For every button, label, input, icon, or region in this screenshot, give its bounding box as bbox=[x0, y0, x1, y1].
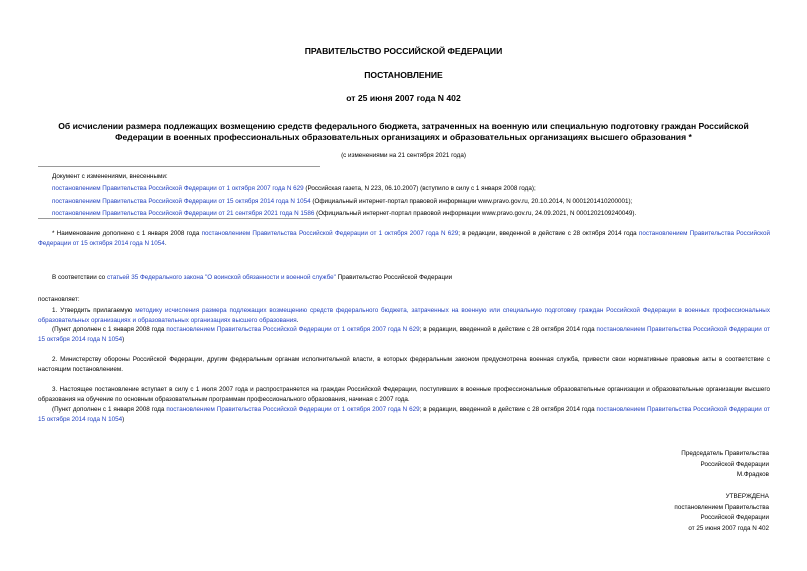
footnote bbox=[38, 229, 770, 248]
footnote-prefix: * Наименование дополнено с 1 января 2008 года bbox=[52, 230, 202, 237]
item-2: 2. Министерству обороны Российской Федерации, другим федеральным органам исполнительной власти, в которых федеральным законом предусмотрена военная служба, привести свои нормативные правовые акты в соответствие с настоящим постановлением. bbox=[38, 356, 770, 373]
preamble-law-link[interactable]: статьей 35 Федерального закона "О воинской обязанности и военной службе" bbox=[106, 274, 336, 281]
note-1-suffix: ) bbox=[122, 335, 125, 343]
footnote-link-1[interactable]: постановлением Правительства Российской Федерации от 1 октября 2007 года N 629 bbox=[201, 230, 459, 237]
note-3-link-2[interactable]: постановлением Правительства Российской Федерации от 15 октября 2014 года N 1054 bbox=[38, 406, 770, 423]
approval-line-2: постановлением Правительства bbox=[674, 503, 769, 511]
item-3: 3. Настоящее постановление вступает в силу с 1 июля 2007 года и распространяется на граждан Российской Федерации, поступивших в военные профессиональные образовательные организации и образовательные организации высшего образования на обучение по основным образовательным программам профессионального образования, начиная с 2007 года. bbox=[38, 386, 770, 403]
note-1-prefix: (Пункт дополнен с 1 января 2008 года bbox=[52, 326, 167, 333]
preamble bbox=[38, 273, 770, 283]
approval-line-3: Российской Федерации bbox=[700, 514, 769, 521]
note-1-link-1[interactable]: постановлением Правительства Российской Федерации от 1 октября 2007 года N 629 bbox=[166, 326, 420, 333]
item-1-prefix: 1. Утвердить прилагаемую bbox=[52, 307, 136, 314]
note-1-middle: ; в редакции, введенной в действие с 28 октября 2014 года bbox=[419, 326, 597, 333]
signature-block bbox=[681, 449, 769, 481]
item-1-note bbox=[38, 325, 770, 344]
amendment-link-1[interactable]: постановлением Правительства Российской Федерации от 1 октября 2007 года N 629 bbox=[52, 185, 304, 193]
footnote-suffix: . bbox=[164, 239, 167, 247]
preamble-suffix: Правительство Российской Федерации bbox=[335, 274, 453, 281]
item-1-suffix: . bbox=[296, 316, 299, 324]
document-type: ПОСТАНОВЛЕНИЕ bbox=[364, 70, 443, 80]
approval-block bbox=[674, 492, 769, 534]
footnote-middle: ; в редакции, введенной в действие с 28 октября 2014 года bbox=[458, 230, 639, 237]
approval-date: от 25 июня 2007 года N 402 bbox=[688, 524, 769, 532]
note-3-prefix: (Пункт дополнен с 1 января 2008 года bbox=[52, 406, 167, 413]
note-3-suffix: ) bbox=[122, 415, 125, 423]
note-3-middle: ; в редакции, введенной в действие с 28 октября 2014 года bbox=[419, 406, 597, 413]
amendment-text-3: (Официальный интернет-портал правовой информации www.pravo.gov.ru, 24.09.2021, N 0001202109240049). bbox=[314, 209, 637, 217]
item-1 bbox=[38, 306, 770, 325]
signature-organization: Российской Федерации bbox=[700, 460, 769, 468]
signature-name: М.Фрадков bbox=[736, 471, 769, 478]
amendments-intro: Документ с изменениями, внесенными: bbox=[52, 173, 168, 180]
document-title: Об исчислении размера подлежащих возмещению средств федерального бюджета, затраченных на военную или специальную подготовку граждан Российской Федерации в военных профессиональных образовательных организациях и образовательных организациях высшего образования * bbox=[58, 121, 749, 142]
divider-top bbox=[38, 166, 320, 167]
government-heading: ПРАВИТЕЛЬСТВО РОССИЙСКОЙ ФЕДЕРАЦИИ bbox=[304, 46, 503, 56]
amendment-link-2[interactable]: постановлением Правительства Российской Федерации от 15 октября 2014 года N 1054 bbox=[52, 197, 311, 205]
amendment-link-3[interactable]: постановлением Правительства Российской Федерации от 21 сентября 2021 года N 1586 bbox=[52, 209, 315, 217]
methodology-link[interactable]: методику исчисления размера подлежащих возмещению средств федерального бюджета, затраченных на военную или специальную подготовку граждан Российской Федерации в военных профессиональных образовательных организациях и образовательных организациях высшего образования bbox=[38, 307, 770, 324]
amendment-item-2 bbox=[52, 196, 782, 208]
preamble-prefix: В соответствии со bbox=[52, 274, 107, 281]
amendment-text-1: (Российская газета, N 223, 06.10.2007) (вступило в силу с 1 января 2008 года); bbox=[303, 185, 536, 193]
signature-position: Председатель Правительства bbox=[681, 450, 769, 457]
note-3-link-1[interactable]: постановлением Правительства Российской Федерации от 1 октября 2007 года N 629 bbox=[166, 406, 420, 413]
approval-title: УТВЕРЖДЕНА bbox=[725, 493, 769, 500]
amendment-item-1 bbox=[52, 183, 782, 195]
resolves-label: постановляет: bbox=[38, 296, 80, 303]
amendments-block bbox=[52, 171, 782, 220]
amended-note: (с изменениями на 21 сентября 2021 года) bbox=[341, 152, 466, 159]
divider-bottom bbox=[38, 218, 320, 219]
item-3-note bbox=[38, 405, 770, 424]
document-date-number: от 25 июня 2007 года N 402 bbox=[346, 93, 461, 103]
note-1-link-2[interactable]: постановлением Правительства Российской Федерации от 15 октября 2014 года N 1054 bbox=[38, 326, 770, 343]
amendment-text-2: (Официальный интернет-портал правовой информации www.pravo.gov.ru, 20.10.2014, N 0001201410200001); bbox=[310, 197, 633, 205]
footnote-link-2[interactable]: постановлением Правительства Российской Федерации от 15 октября 2014 года N 1054 bbox=[38, 230, 770, 247]
